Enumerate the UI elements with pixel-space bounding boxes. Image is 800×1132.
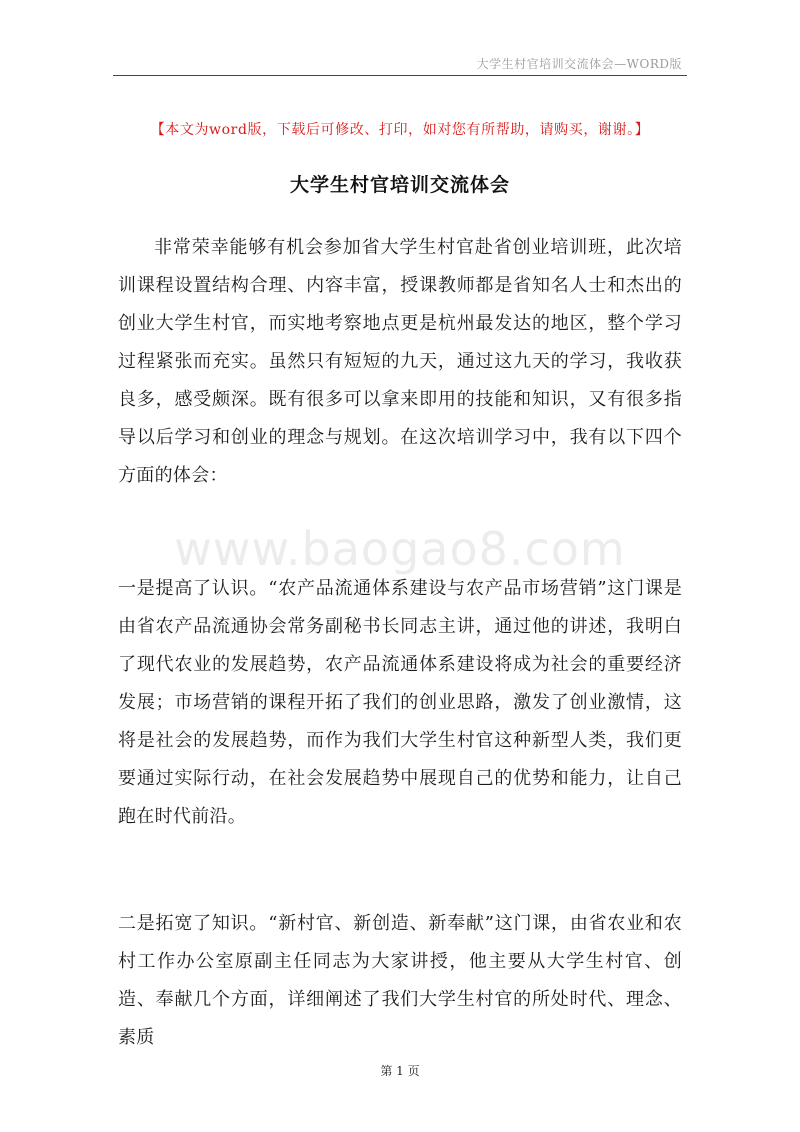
document-title: 大学生村官培训交流体会 [289, 174, 510, 196]
watermark: www.baogao8.com [174, 522, 626, 576]
paragraph-point-two: 二是拓宽了知识。“新村官、新创造、新奉献”这门课，由省农业和农村工作办公室原副主任同志为大家讲授，他主要从大学生村官、创造、奉献几个方面，详细阐述了我们大学生村官的所处时代、理念、素质 [118, 913, 682, 1048]
header-divider [113, 75, 687, 76]
paragraph-intro: 非常荣幸能够有机会参加省大学生村官赴省创业培训班，此次培训课程设置结构合理、内容丰富，授课教师都是省知名人士和杰出的创业大学生村官，而实地考察地点更是杭州最发达的地区，整个学习过程紧张而充实。虽然只有短短的九天，通过这九天的学习，我收获良多，感受颇深。既有很多可以拿来即用的技能和知识，又有很多指导以后学习和创业的理念与规划。在这次培训学习中，我有以下四个方面的体会： [118, 237, 682, 486]
page-number: 第 1 页 [380, 1064, 420, 1078]
paragraph-point-one: 一是提高了认识。“农产品流通体系建设与农产品市场营销”这门课是由省农产品流通协会常务副秘书长同志主讲，通过他的讲述，我明白了现代农业的发展趋势，农产品流通体系建设将成为社会的重要经济发展；市场营销的课程开拓了我们的创业思路，激发了创业激情，这将是社会的发展趋势，而作为我们大学生村官这种新型人类，我们更要通过实际行动，在社会发展趋势中展现自己的优势和能力，让自己跑在时代前沿。 [118, 578, 682, 827]
running-header: 大学生村官培训交流体会—WORD版 [476, 57, 682, 71]
red-notice: 【本文为word版，下载后可修改、打印，如对您有所帮助，请购买，谢谢。】 [150, 122, 650, 138]
